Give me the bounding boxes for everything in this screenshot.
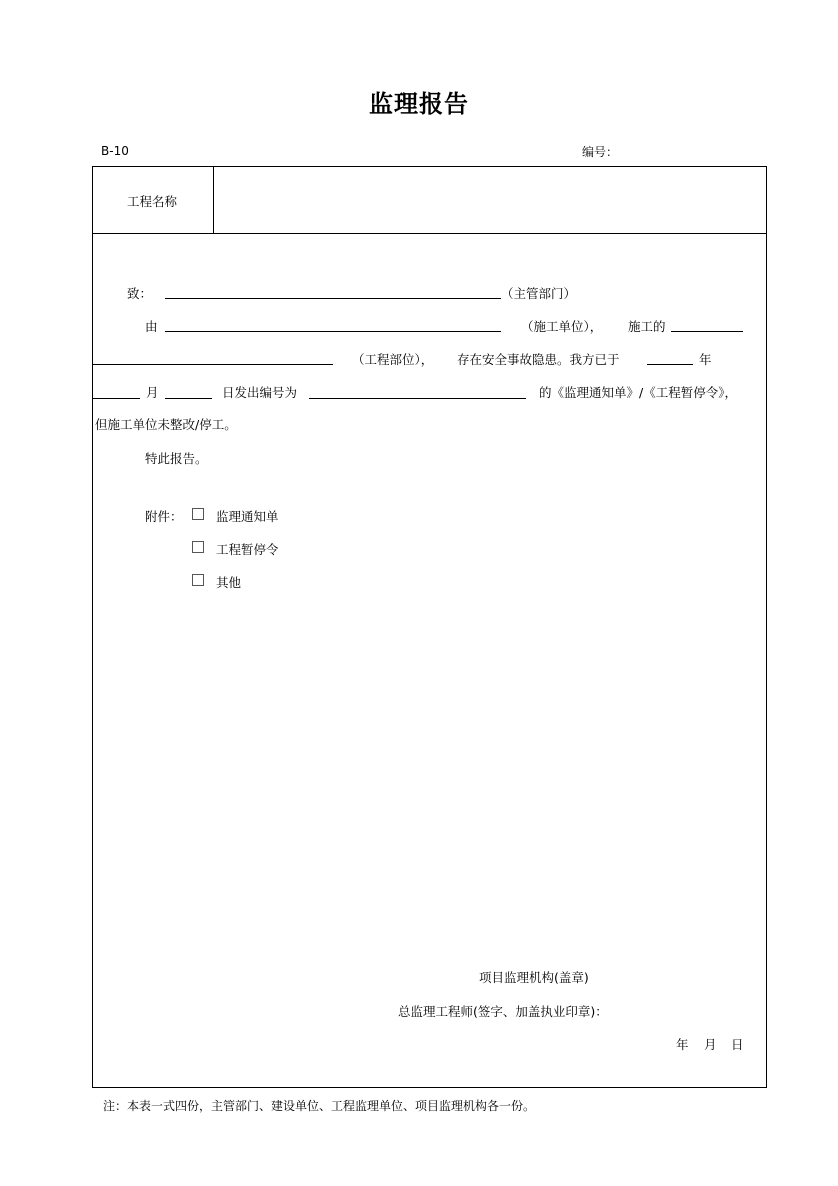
- date-year: 年: [676, 1037, 689, 1052]
- month-label: 月: [146, 385, 159, 400]
- part-suffix: （工程部位），: [352, 352, 434, 367]
- hazard-text: 存在安全事故隐患。我方已于: [457, 352, 620, 367]
- form-code: B-10: [101, 144, 129, 158]
- not-fixed-text: 但施工单位未整改/停工。: [95, 417, 237, 432]
- checkbox-other[interactable]: [192, 574, 204, 586]
- header-row-border: [93, 233, 766, 234]
- by-label: 由: [145, 319, 158, 334]
- construct-blank[interactable]: [671, 331, 743, 332]
- unit-suffix: （施工单位），: [521, 319, 603, 334]
- issued-text: 日发出编号为: [222, 385, 298, 400]
- date-month: 月: [704, 1037, 717, 1052]
- chief-engineer-signature: 总监理工程师(签字、加盖执业印章)：: [398, 1004, 608, 1019]
- report-text: 特此报告。: [145, 451, 208, 466]
- construct-label: 施工的: [628, 319, 666, 334]
- header-divider: [213, 167, 214, 233]
- month-blank[interactable]: [93, 398, 140, 399]
- page-title: 监理报告: [369, 90, 469, 118]
- year-label: 年: [699, 352, 712, 367]
- date-day: 日: [731, 1037, 744, 1052]
- supervision-org-seal: 项目监理机构(盖章): [479, 970, 589, 985]
- attachment-supervision-notice: 监理通知单: [216, 509, 279, 524]
- attachment-other: 其他: [216, 575, 242, 590]
- report-form: [92, 166, 767, 1088]
- year-blank[interactable]: [647, 364, 693, 365]
- dept-blank[interactable]: [165, 298, 501, 299]
- day-blank[interactable]: [165, 398, 212, 399]
- checkbox-suspension-order[interactable]: [192, 541, 204, 553]
- dept-suffix: （主管部门）: [501, 286, 577, 301]
- notice-text: 的《监理通知单》/《工程暂停令》，: [539, 385, 737, 400]
- attachments-label: 附件：: [145, 509, 183, 524]
- to-label: 致：: [127, 286, 153, 301]
- notice-number-blank[interactable]: [309, 398, 526, 399]
- unit-blank[interactable]: [165, 331, 501, 332]
- project-name-label: 工程名称: [127, 194, 178, 209]
- checkbox-supervision-notice[interactable]: [192, 508, 204, 520]
- serial-number-label: 编号：: [582, 145, 619, 159]
- part-blank[interactable]: [93, 364, 333, 365]
- attachment-suspension-order: 工程暂停令: [216, 542, 279, 557]
- footer-note: 注：本表一式四份，主管部门、建设单位、工程监理单位、项目监理机构各一份。: [103, 1099, 536, 1113]
